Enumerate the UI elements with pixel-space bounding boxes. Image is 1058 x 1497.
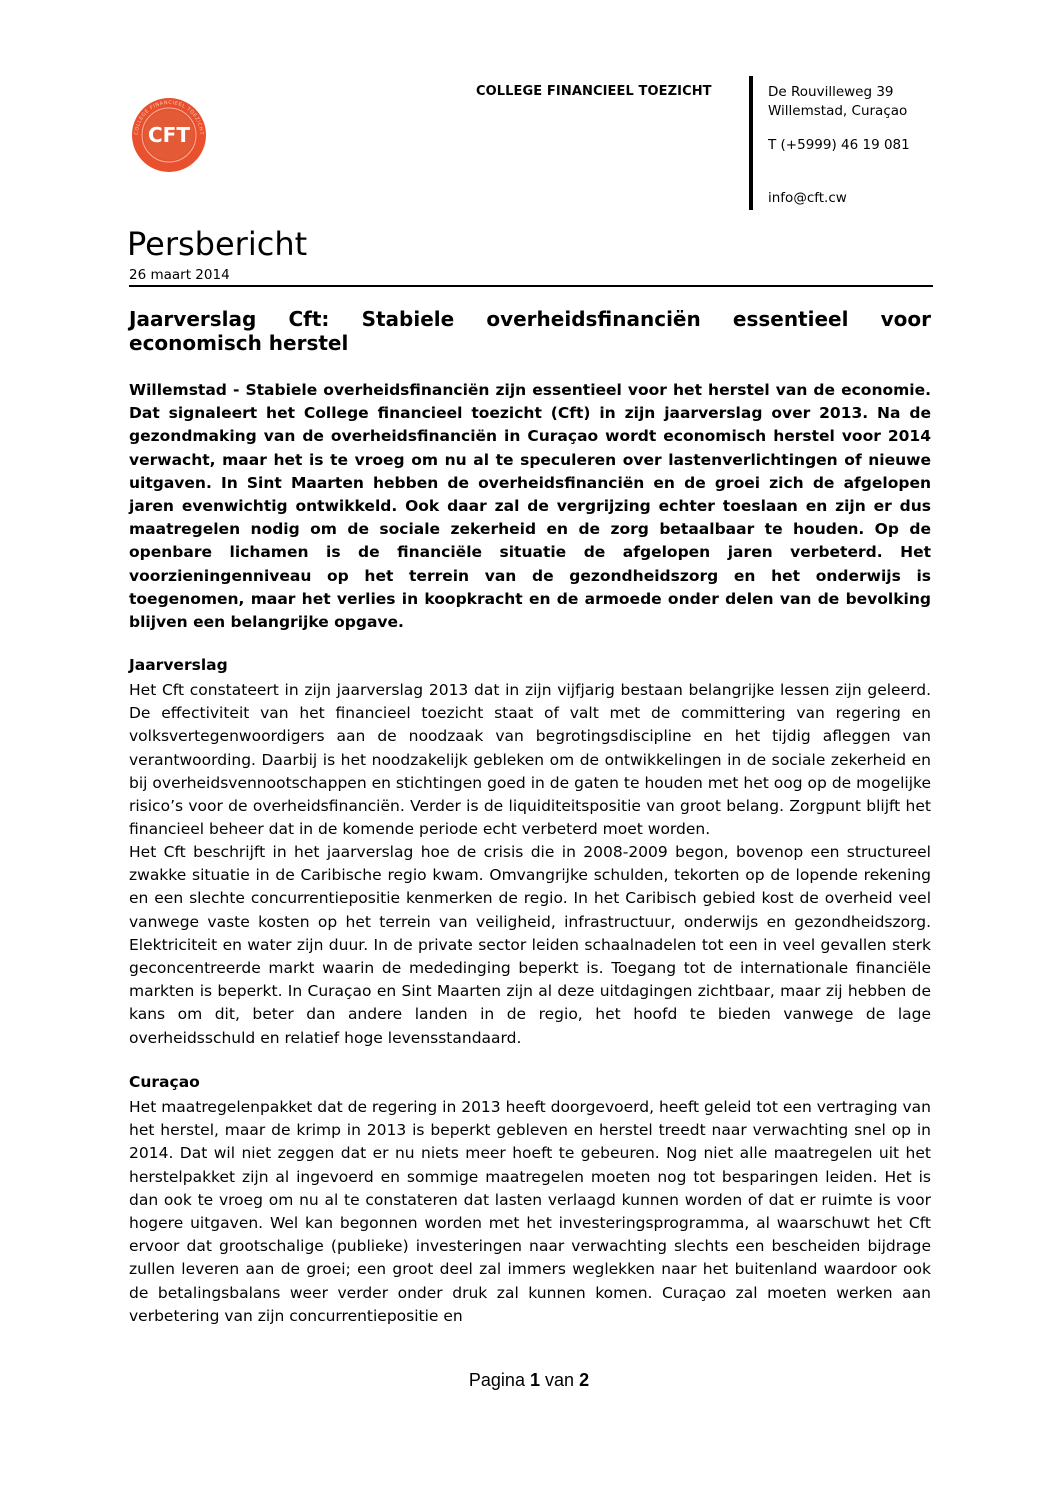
- logo-ring-text: COLLEGE FINANCIEEL TOEZICHT: [133, 99, 205, 136]
- section-jaarverslag-paragraph-1: Het Cft constateert in zijn jaarverslag 2013 dat in zijn vijfjarig bestaan belangrijke lessen zijn geleerd. De effectiviteit van het financieel toezicht staat of valt met de committering van regering en volksvertegenwoordigers aan de noodzaak van begrotingsdiscipline en het tijdig afleggen van verantwoording. Daarbij is het noodzakelijk gebleken om de ontwikkelingen in de sociale zekerheid en bij overheidsvennootschappen en stichtingen goed in de gaten te houden met het oog op de mogelijke risico’s voor de overheidsfinanciën. Verder is de liquiditeitspositie van groot belang. Zorgpunt blijft het financieel beheer dat in de komende periode echt verbeterd moet worden.: [129, 681, 931, 839]
- address-line-2: Willemstad, Curaçao: [768, 103, 908, 119]
- page-word: Pagina: [468, 1370, 525, 1390]
- address-line-1: De Rouvilleweg 39: [768, 84, 894, 100]
- page-footer: [0, 1370, 1058, 1391]
- section-heading-jaarverslag: Jaarverslag: [129, 656, 228, 674]
- section-jaarverslag-paragraph-2: Het Cft beschrijft in het jaarverslag hoe de crisis die in 2008-2009 begon, bovenop een structureel zwakke situatie in de Caribische regio kwam. Omvangrijke schulden, tekorten op de lopende rekening en een slechte concurrentiepositie kenmerken de regio. In het Caribisch gebied kost de overheid veel vanwege vaste kosten op het terrein van veiligheid, infrastructuur, onderwijs en gezondheidszorg. Elektriciteit en water zijn duur. In de private sector leiden schaalnadelen tot een in veel gevallen sterk geconcentreerde markt waarin de mededinging beperkt is. Toegang tot de internationale financiële markten is beperkt. In Curaçao en Sint Maarten zijn al deze uitdagingen zichtbaar, maar zij hebben de kans om dit, beter dan andere landen in de regio, het hoofd te bieden vanwege de lage overheidsschuld en relatief hoge levensstandaard.: [129, 843, 931, 1047]
- email-address: info@cft.cw: [768, 190, 847, 206]
- logo-text: CFT: [148, 123, 190, 147]
- page-number: 1: [529, 1370, 540, 1390]
- page-total: 2: [579, 1370, 590, 1390]
- of-word: van: [545, 1370, 575, 1390]
- section-heading-curacao: Curaçao: [129, 1073, 200, 1091]
- org-name: COLLEGE FINANCIEEL TOEZICHT: [476, 84, 712, 99]
- section-curacao-paragraph-1: Het maatregelenpakket dat de regering in 2013 heeft doorgevoerd, heeft geleid tot een vertraging van het herstel, maar de krimp in 2013 is beperkt gebleven en herstel treedt naar verwachting snel op in 2014. Dat wil niet zeggen dat er nu niets meer hoeft te gebeuren. Nog niet alle maatregelen uit het herstelpakket zijn al ingevoerd en sommige maatregelen moeten nog tot besparingen leiden. Het is dan ook te vroeg om nu al te constateren dat lasten verlaagd kunnen worden of dat er ruimte is voor hogere uitgaven. Wel kan begonnen worden met het investeringsprogramma, al waarschuwt het Cft ervoor dat grootschalige (publieke) investeringen naar verwachting slechts een bescheiden bijdrage zullen leveren aan de groei; een groot deel zal immers weglekken naar het buitenland waardoor ook de betalingsbalans weer verder onder druk zal kunnen komen. Curaçao zal moeten werken aan verbetering van zijn concurrentiepositie en: [129, 1098, 931, 1325]
- phone-number: T (+5999) 46 19 081: [768, 137, 910, 153]
- press-release-title: Jaarverslag Cft: Stabiele overheidsfinanciën essentieel voor economisch herstel: [129, 307, 931, 355]
- document-type: Persbericht: [127, 225, 308, 263]
- header-divider: [749, 76, 753, 210]
- document-date: 26 maart 2014: [129, 267, 230, 283]
- cft-logo: [131, 97, 207, 173]
- lead-paragraph: Willemstad - Stabiele overheidsfinanciën zijn essentieel voor het herstel van de economie. Dat signaleert het College financieel toezicht (Cft) in zijn jaarverslag over 2013. Na de gezondmaking van de overheidsfinanciën in Curaçao wordt economisch herstel voor 2014 verwacht, maar het is te vroeg om nu al te speculeren over lastenverlichtingen of nieuwe uitgaven. In Sint Maarten hebben de overheidsfinanciën en de groei zich de afgelopen jaren evenwichtig ontwikkeld. Ook daar zal de vergrijzing echter toeslaan en zijn er dus maatregelen nodig om de sociale zekerheid en de zorg betaalbaar te houden. Op de openbare lichamen is de financiële situatie de afgelopen jaren verbeterd. Het voorzieningenniveau op het terrein van de gezondheidszorg en het onderwijs is toegenomen, maar het verlies in koopkracht en de armoede onder delen van de bevolking blijven een belangrijke opgave.: [129, 381, 931, 632]
- cft-logo-graphic: [131, 97, 207, 173]
- title-divider: [129, 285, 933, 287]
